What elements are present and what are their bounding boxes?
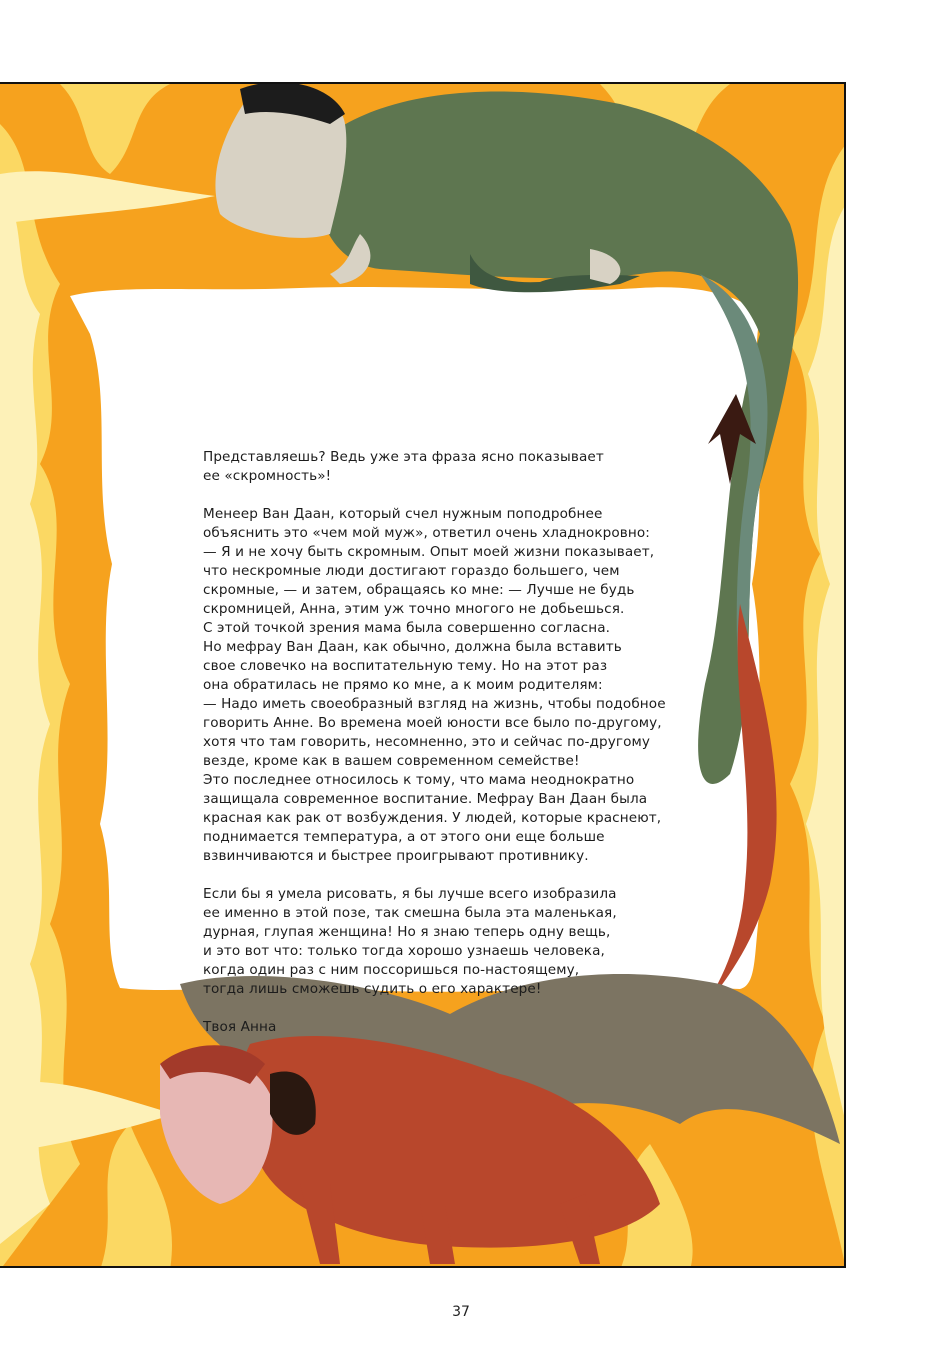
comic-panel <box>0 82 846 1268</box>
page-number: 37 <box>452 1304 470 1320</box>
letter-paragraph-2: Менеер Ван Даан, который счел нужным поподробнее объяснить это «чем мой муж», ответил очень хладнокровно: — Я и не хочу быть скромным. Опыт моей жизни показывает, что нескромные люди достигают гораздо большего, чем скромные, — и затем, обращаясь ко мне: — Лучше не будь скромницей, Анна, этим уж точно многого не добьешься. С этой точкой зрения мама была совершенно согласна. Но мефрау Ван Даан, как обычно, должна была вставить свое словечко на воспитательную тему. Но на этот раз она обратилась не прямо ко мне, а к моим родителям: — Надо иметь своеобразный взгляд на жизнь, чтобы подобное говорить Анне. Во времена моей юности все было по-другому, хотя что там говорить, несомненно, это и сейчас по-другому везде, кроме как в вашем современном семействе! Это последнее относилось к тому, что мама неоднократно защищала современное воспитание. Мефрау Ван Даан была красная как рак от возбуждения. У людей, которые краснеют, поднимается температура, а от этого они еще больше взвинчиваются и быстрее проигрывают противнику. <box>203 506 666 864</box>
letter-signature: Твоя Анна <box>203 1019 277 1035</box>
letter-text <box>203 448 703 1056</box>
letter-paragraph-3: Если бы я умела рисовать, я бы лучше всего изобразила ее именно в этой позе, так смешна была эта маленькая, дурная, глупая женщина! Но я знаю теперь одну вещь, и это вот что: только тогда хорошо узнаешь человека, когда один раз с ним поссоришься по-настоящему, тогда лишь сможешь судить о его характере! <box>203 886 617 997</box>
letter-paragraph-1: Представляешь? Ведь уже эта фраза ясно показывает ее «скромность»! <box>203 449 604 484</box>
